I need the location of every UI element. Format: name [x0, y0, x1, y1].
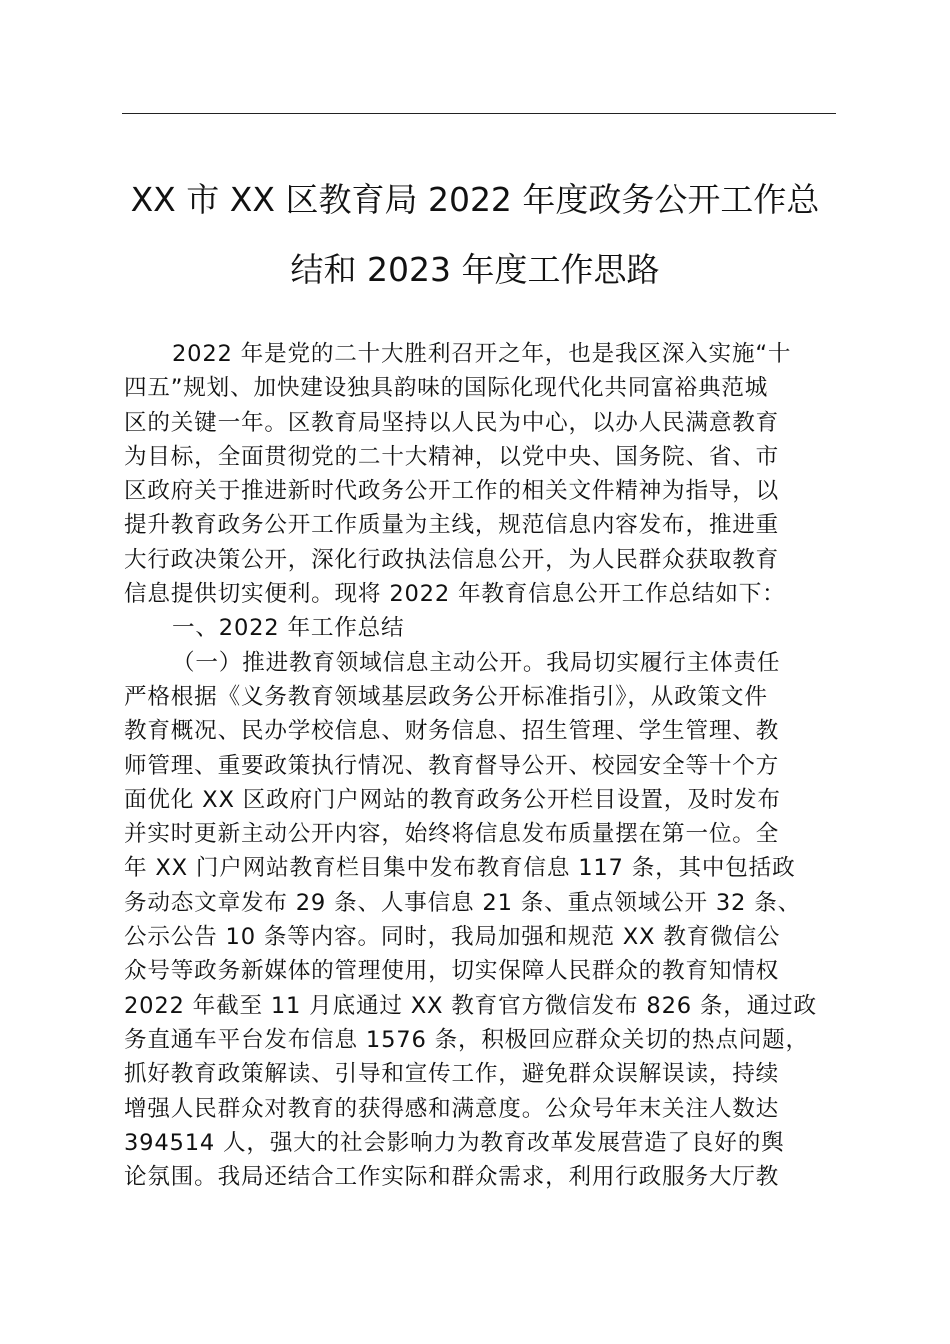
paragraph-line: 2022 年截至 11 月底通过 XX 教育官方微信发布 826 条，通过政 [124, 992, 817, 1019]
paragraph-line: 论氛围。我局还结合工作实际和群众需求，利用行政服务大厅教 [124, 1164, 780, 1191]
paragraph-line: 师管理、重要政策执行情况、教育督导公开、校园安全等十个方 [124, 752, 780, 779]
document-title-line-1: XX 市 XX 区教育局 2022 年度政务公开工作总 [130, 180, 820, 219]
paragraph-line: 提升教育政务公开工作质量为主线，规范信息内容发布，推进重 [124, 512, 780, 539]
document-title-line-2: 结和 2023 年度工作思路 [290, 250, 660, 289]
paragraph-line: （一）推进教育领域信息主动公开。我局切实履行主体责任 [172, 649, 781, 676]
paragraph-line: 2022 年是党的二十大胜利召开之年，也是我区深入实施“十 [172, 341, 792, 367]
paragraph-line: 众号等政务新媒体的管理使用，切实保障人民群众的教育知情权 [124, 958, 780, 985]
paragraph-line: 大行政决策公开，深化行政执法信息公开，为人民群众获取教育 [124, 546, 780, 573]
header-rule [122, 113, 836, 114]
paragraph-line: 并实时更新主动公开内容，始终将信息发布质量摆在第一位。全 [124, 821, 780, 848]
paragraph-line: 区政府关于推进新时代政务公开工作的相关文件精神为指导，以 [124, 478, 780, 505]
paragraph-line: 务直通车平台发布信息 1576 条，积极回应群众关切的热点问题， [124, 1026, 809, 1053]
paragraph-line: 年 XX 门户网站教育栏目集中发布教育信息 117 条，其中包括政 [124, 855, 796, 882]
paragraph-line: 严格根据《义务教育领域基层政务公开标准指引》，从政策文件 [124, 683, 768, 710]
paragraph-line: 为目标，全面贯彻党的二十大精神，以党中央、国务院、省、市 [124, 443, 780, 470]
section-heading: 一、2022 年工作总结 [172, 615, 405, 642]
paragraph-line: 教育概况、民办学校信息、财务信息、招生管理、学生管理、教 [124, 718, 780, 745]
paragraph-line: 务动态文章发布 29 条、人事信息 21 条、重点领域公开 32 条、 [124, 889, 801, 916]
paragraph-line: 四五”规划、加快建设独具韵味的国际化现代化共同富裕典范城 [124, 375, 769, 402]
paragraph-line: 394514 人，强大的社会影响力为教育改革发展营造了良好的舆 [124, 1129, 785, 1156]
paragraph-line: 信息提供切实便利。现将 2022 年教育信息公开工作总结如下： [124, 581, 786, 608]
paragraph-line: 区的关键一年。区教育局坚持以人民为中心，以办人民满意教育 [124, 409, 780, 436]
paragraph-line: 公示公告 10 条等内容。同时，我局加强和规范 XX 教育微信公 [124, 924, 781, 951]
paragraph-line: 增强人民群众对教育的获得感和满意度。公众号年末关注人数达 [124, 1095, 780, 1122]
paragraph-line: 面优化 XX 区政府门户网站的教育政务公开栏目设置，及时发布 [124, 786, 781, 813]
paragraph-line: 抓好教育政策解读、引导和宣传工作，避免群众误解误读，持续 [124, 1061, 780, 1088]
document-body [124, 337, 836, 1194]
